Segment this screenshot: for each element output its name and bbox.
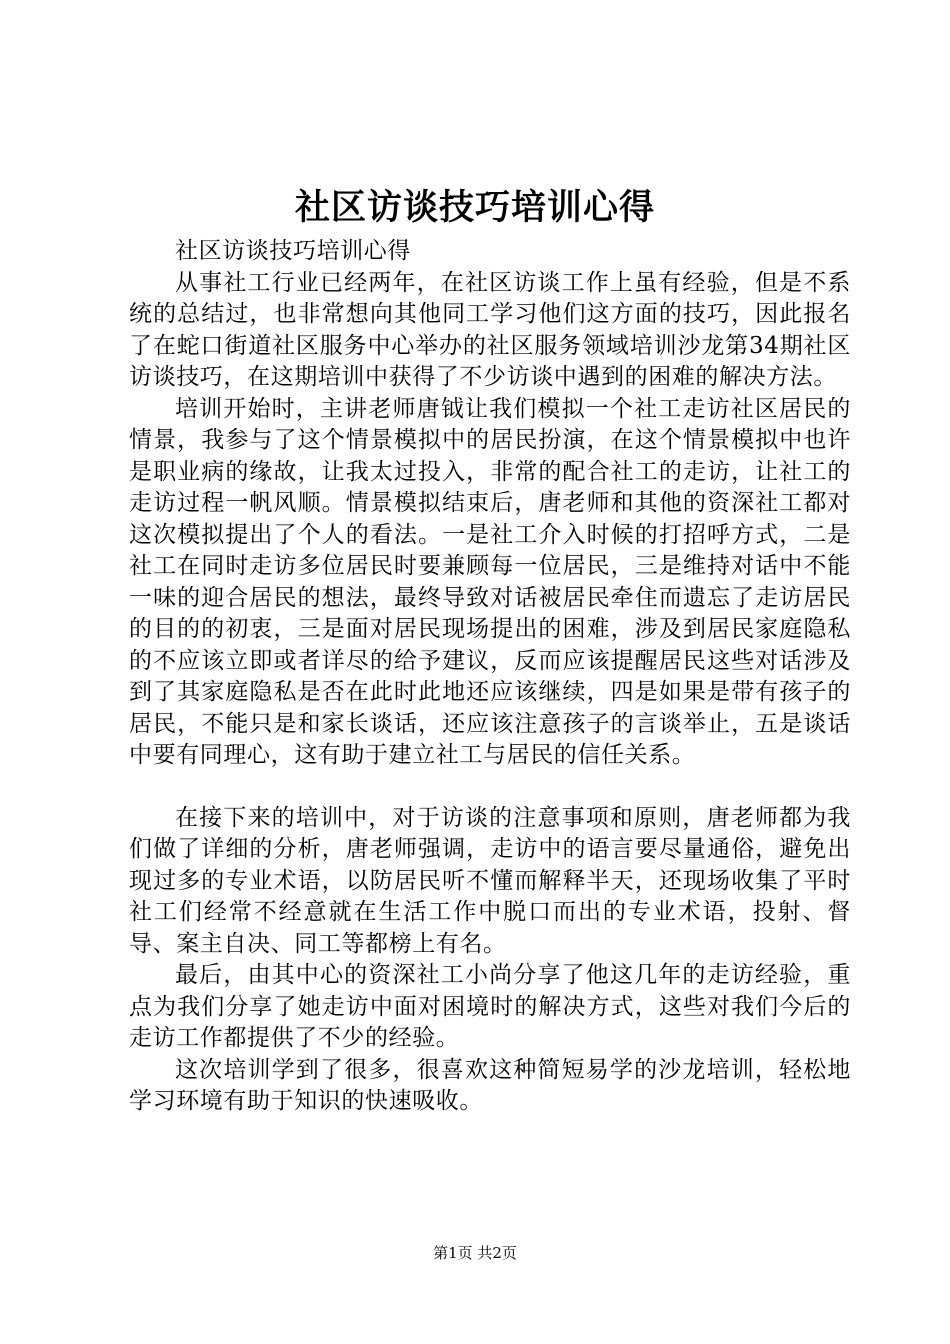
paragraph-simulation: 培训开始时，主讲老师唐钺让我们模拟一个社工走访社区居民的情景，我参与了这个情景模拟中的居民扮演，在这个情景模拟中也许是职业病的缘故，让我太过投入，非常的配合社工的走访，让社工的走访过程一帆风顺。情景模拟结束后，唐老师和其他的资深社工都对这次模拟提出了个人的看法。一是社工介入时候的打招呼方式，二是社工在同时走访多位居民时要兼顾每一位居民，三是维持对话中不能一味的迎合居民的想法，最终导致对话被居民牵住而遗忘了走访居民的目的的初衷，三是面对居民现场提出的困难，涉及到居民家庭隐私的不应该立即或者详尽的给予建议，反而应该提醒居民这些对话涉及到了其家庭隐私是否在此时此地还应该继续，四是如果是带有孩子的居民，不能只是和家长谈话，还应该注意孩子的言谈举止，五是谈话中要有同理心，这有助于建立社工与居民的信任关系。	[129, 395, 851, 768]
document-title: 社区访谈技巧培训心得	[294, 187, 655, 228]
paragraph-principles: 在接下来的培训中，对于访谈的注意事项和原则，唐老师都为我们做了详细的分析，唐老师强调，走访中的语言要尽量通俗，避免出现过多的专业术语，以防居民听不懂而解释半天，还现场收集了平时社工们经常不经意就在生活工作中脱口而出的专业术语，投射、督导、案主自决、同工等都榜上有名。	[129, 804, 851, 957]
paragraph-experience: 最后，由其中心的资深社工小尚分享了他这几年的走访经验，重点为我们分享了她走访中面对困境时的解决方式，这些对我们今后的走访工作都提供了不少的经验。	[129, 962, 851, 1051]
page-number-footer: 第1页 共2页	[433, 1244, 517, 1262]
paragraph-conclusion: 这次培训学到了很多，很喜欢这种简短易学的沙龙培训，轻松地学习环境有助于知识的快速吸收。	[129, 1056, 851, 1114]
paragraph-subtitle: 社区访谈技巧培训心得	[175, 238, 411, 264]
document-body	[129, 236, 851, 1118]
paragraph-intro: 从事社工行业已经两年，在社区访谈工作上虽有经验，但是不系统的总结过，也非常想向其他同工学习他们这方面的技巧，因此报名了在蛇口街道社区服务中心举办的社区服务领域培训沙龙第34期社区访谈技巧，在这期培训中获得了不少访谈中遇到的困难的解决方法。	[129, 269, 851, 390]
